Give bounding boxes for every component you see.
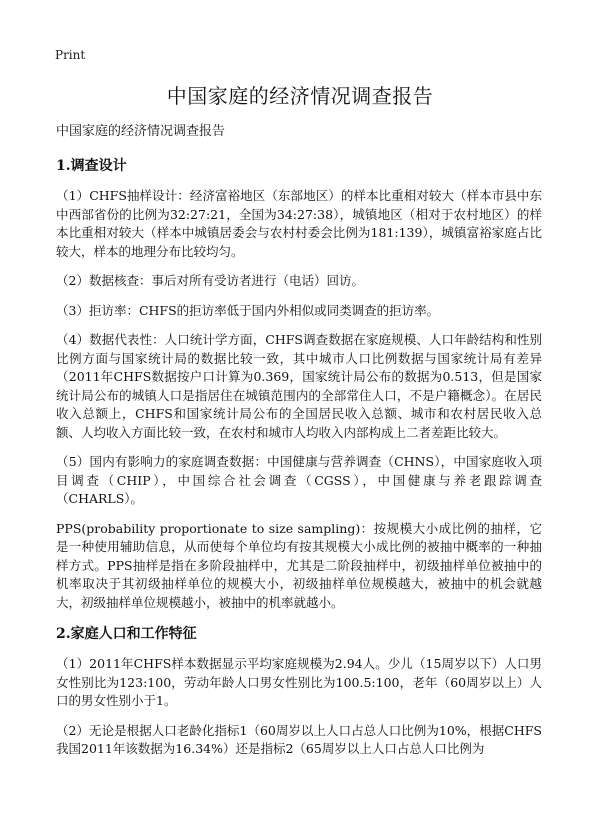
paragraph: （1）2011年CHFS样本数据显示平均家庭规模为2.94人。少儿（15周岁以下）人口男女性别比为123:100，劳动年龄人口男女性别比为100.5:100，老年（60周岁以上）人口的男女性别小于1。 — [56, 656, 542, 708]
document-title: 中国家庭的经济情况调查报告 — [166, 84, 434, 108]
section-heading-design: 1.调查设计 — [56, 158, 127, 174]
paragraph: （2）无论是根据人口老龄化指标1（60周岁以上人口占总人口比例为10%，根据CHFS我国2011年该数据为16.34%）还是指标2（65周岁以上人口占总人口比例为 — [56, 722, 542, 756]
section-heading-population: 2.家庭人口和工作特征 — [56, 626, 197, 642]
paragraph: （1）CHFS抽样设计：经济富裕地区（东部地区）的样本比重相对较大（样本市县中东中西部省份的比例为32:27:21，全国为34:27:38），城镇地区（相对于农村地区）的样本比重相对较大（样本中城镇居委会与农村村委会比例为181:139），城镇富裕家庭占比较大，样本的地理分布比较均匀。 — [56, 188, 542, 259]
document-subtitle: 中国家庭的经济情况调查报告 — [56, 124, 226, 139]
paragraph: （4）数据代表性：人口统计学方面，CHFS调查数据在家庭规模、人口年龄结构和性别比例方面与国家统计局的数据比较一致，其中城市人口比例数据与国家统计局有差异（2011年CHFS数据按户口计算为0.369，国家统计局公布的数据为0.513，但是国家统计局公布的城镇人口是指居住在城镇范围内的全部常住人口，不是户籍概念）。在居民收入总额上，CHFS和国家统计局公布的全国居民收入总额、城市和农村居民收入总额、人均收入方面比较一致，在农村和城市人均收入内部构成上二者差距比较大。 — [56, 332, 542, 440]
paragraph: （2）数据核查：事后对所有受访者进行（电话）回访。 — [56, 273, 364, 288]
paragraph: （3）拒访率：CHFS的拒访率低于国内外相似或同类调查的拒访率。 — [56, 302, 440, 318]
document-body — [56, 120, 542, 770]
paragraph: （5）国内有影响力的家庭调查数据：中国健康与营养调查（CHNS），中国家庭收入项目调查（CHIP），中国综合社会调查（CGSS），中国健康与养老跟踪调查（CHARLS）。 — [56, 454, 542, 506]
print-link[interactable]: Print — [55, 48, 86, 62]
paragraph: PPS(probability proportionate to size sampling)：按规模大小成比例的抽样，它是一种使用辅助信息，从而使每个单位均有按其规模大小成比例的被抽中概率的一种抽样方式。PPS抽样是指在多阶段抽样中，尤其是二阶段抽样中，初级抽样单位被抽中的机率取决于其初级抽样单位的规模大小，初级抽样单位规模越大，被抽中的机会就越大，初级抽样单位规模越小，被抽中的机率就越小。 — [56, 520, 542, 610]
